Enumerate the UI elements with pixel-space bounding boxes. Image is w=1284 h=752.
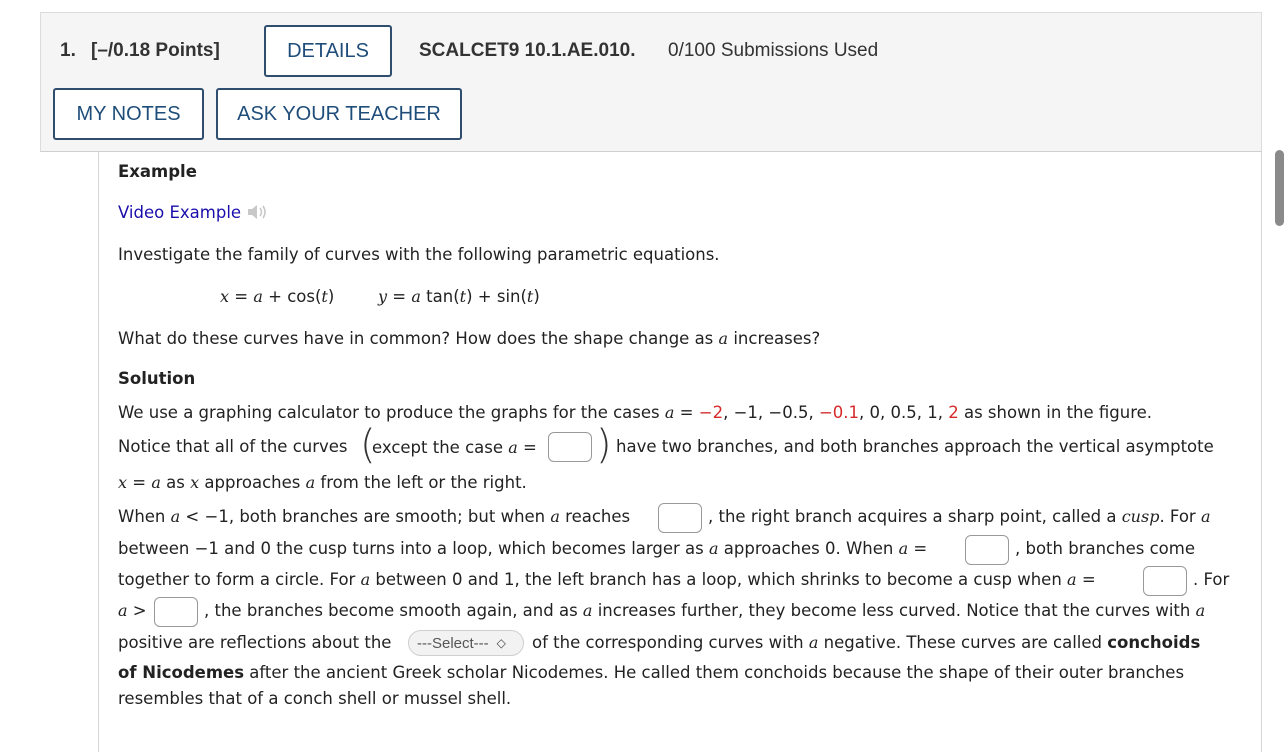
video-example[interactable] [118, 203, 270, 223]
solution-line-8b: of the corresponding curves with a negative. These curves are called conchoids [532, 633, 1201, 652]
solution-line-8a: positive are reflections about the [118, 633, 392, 652]
question-points: [–/0.18 Points] [91, 40, 220, 61]
submissions-used: 0/100 Submissions Used [668, 40, 879, 61]
solution-line-2b: except the case a = [372, 438, 537, 457]
solution-line-2a: Notice that all of the curves [118, 437, 348, 456]
solution-heading: Solution [118, 369, 196, 388]
right-paren: ) [596, 422, 612, 468]
video-example-link[interactable]: Video Example [118, 203, 242, 222]
solution-line-7a: a > [118, 601, 147, 620]
solution-line-6a: together to form a circle. For a between 0 and 1, the left branch has a loop, which shrinks to become a cusp when a = [118, 570, 1096, 589]
answer-input-circle[interactable] [965, 535, 1009, 565]
question-text: What do these curves have in common? How does the shape change as a increases? [118, 329, 821, 348]
select-chevron-icon: ◇ [496, 636, 506, 650]
intro-text: Investigate the family of curves with the following parametric equations. [118, 245, 720, 264]
solution-line-4b: , the right branch acquires a sharp point, called a cusp. For a [708, 507, 1211, 526]
solution-line-10: resembles that of a conch shell or mussel shell. [118, 689, 512, 708]
equation-y: y = a tan(t) + sin(t) [378, 287, 540, 306]
solution-line-3: x = a as x approaches a from the left or the right. [118, 473, 527, 492]
example-heading: Example [118, 162, 197, 181]
solution-line-7b: , the branches become smooth again, and as a increases further, they become less curved. Notice that the curves with a [204, 601, 1206, 620]
solution-line-9: of Nicodemes after the ancient Greek scholar Nicodemes. He called them conchoids because the shape of their outer branches [118, 663, 1185, 682]
scrollbar-thumb[interactable] [1275, 150, 1284, 226]
solution-line-2c: have two branches, and both branches approach the vertical asymptote [616, 437, 1214, 456]
solution-line-6b: . For [1193, 570, 1230, 589]
answer-input-smooth[interactable] [154, 597, 198, 627]
answer-input-cusp[interactable] [658, 503, 702, 533]
answer-input-left-cusp[interactable] [1143, 566, 1187, 596]
reflection-axis-select[interactable]: ---Select--- ◇ [408, 630, 524, 656]
solution-line-5b: , both branches come [1015, 539, 1195, 558]
solution-line-4a: When a < −1, both branches are smooth; but when a reaches [118, 507, 631, 526]
solution-line-5a: between −1 and 0 the cusp turns into a loop, which becomes larger as a approaches 0. When a = [118, 539, 928, 558]
my-notes-button[interactable]: MY NOTES [53, 88, 204, 140]
answer-input-except-case[interactable] [548, 432, 592, 462]
problem-code: SCALCET9 10.1.AE.010. [419, 40, 636, 61]
equation-x: x = a + cos(t) [220, 287, 335, 306]
left-paren: ( [360, 422, 376, 468]
ask-teacher-button[interactable]: ASK YOUR TEACHER [216, 88, 462, 140]
question-number: 1. [60, 40, 76, 61]
details-button[interactable]: DETAILS [264, 25, 392, 77]
solution-line-1: We use a graphing calculator to produce the graphs for the cases a = −2, −1, −0.5, −0.1, 0, 0.5, 1, 2 as shown in the figure. [118, 403, 1153, 422]
speaker-icon[interactable] [241, 203, 270, 222]
